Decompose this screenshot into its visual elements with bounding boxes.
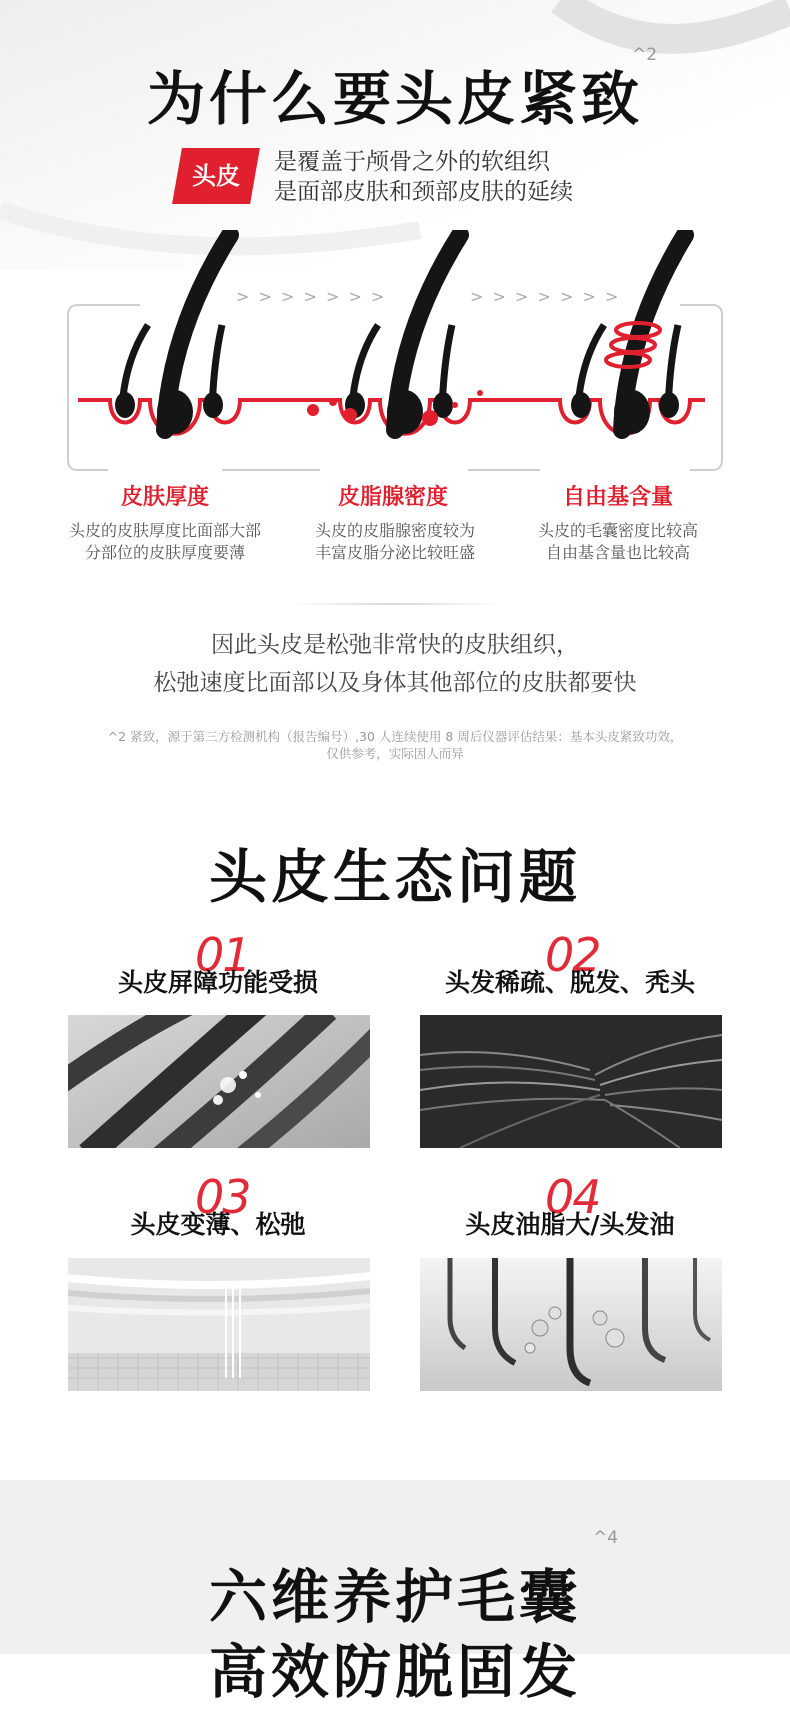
item-label-01: 头皮屏障功能受损 [117,968,318,997]
column-title-thickness: 皮肤厚度 [120,485,209,510]
intro-text: 是覆盖于颅骨之外的软组织 是面部皮肤和颈部皮肤的延续 [274,149,573,205]
hair-follicle-diagram [0,230,790,510]
section3-title-line2: 高效防脱固发 [208,1638,581,1706]
item-number-01: 01 [195,928,250,982]
column-title-sebaceous: 皮脂腺密度 [337,485,448,510]
conclusion-text: 因此头皮是松弛非常快的皮肤组织， 松弛速度比面部以及身体其他部位的皮肤都要快 [153,632,637,696]
section2-title: 头皮生态问题 [208,843,581,911]
hair-loss-image [420,1015,722,1148]
arrows-2: > > > > > > > [470,287,621,306]
scalp-tag: 头皮 [172,148,260,204]
item-number-03: 03 [195,1170,250,1224]
item-number-02: 02 [545,928,600,982]
section3-superscript: ^4 [593,1528,619,1548]
item-label-02: 头发稀疏、脱发、秃头 [444,968,695,997]
section3-title-line1: 六维养护毛囊 [208,1563,581,1631]
oily-scalp-image [420,1258,722,1391]
thin-scalp-image [68,1258,370,1391]
divider [290,603,500,605]
barrier-damage-image [68,1015,370,1148]
column-desc-sebaceous: 头皮的皮脂腺密度较为 丰富皮脂分泌比较旺盛 [314,521,475,562]
item-number-04: 04 [545,1170,600,1224]
arrows-1: > > > > > > > [236,287,387,306]
footnote: ^2 紧致，源于第三方检测机构（报告编号）,30 人连续使用 8 周后仪器评估结果：基本头皮紧致功效， 仅供参考，实际因人而异 [107,729,683,761]
column-desc-free-radical: 头皮的毛囊密度比较高 自由基含量也比较高 [537,521,698,562]
section1-title: 为什么要头皮紧致 [146,65,643,133]
item-label-04: 头皮油脂大/头发油 [465,1210,675,1239]
item-label-03: 头皮变薄、松弛 [130,1210,306,1239]
column-desc-thickness: 头皮的皮肤厚度比面部大部 分部位的皮肤厚度要薄 [68,521,261,562]
column-title-free-radical: 自由基含量 [562,485,673,510]
title-superscript: ^2 [632,45,658,65]
